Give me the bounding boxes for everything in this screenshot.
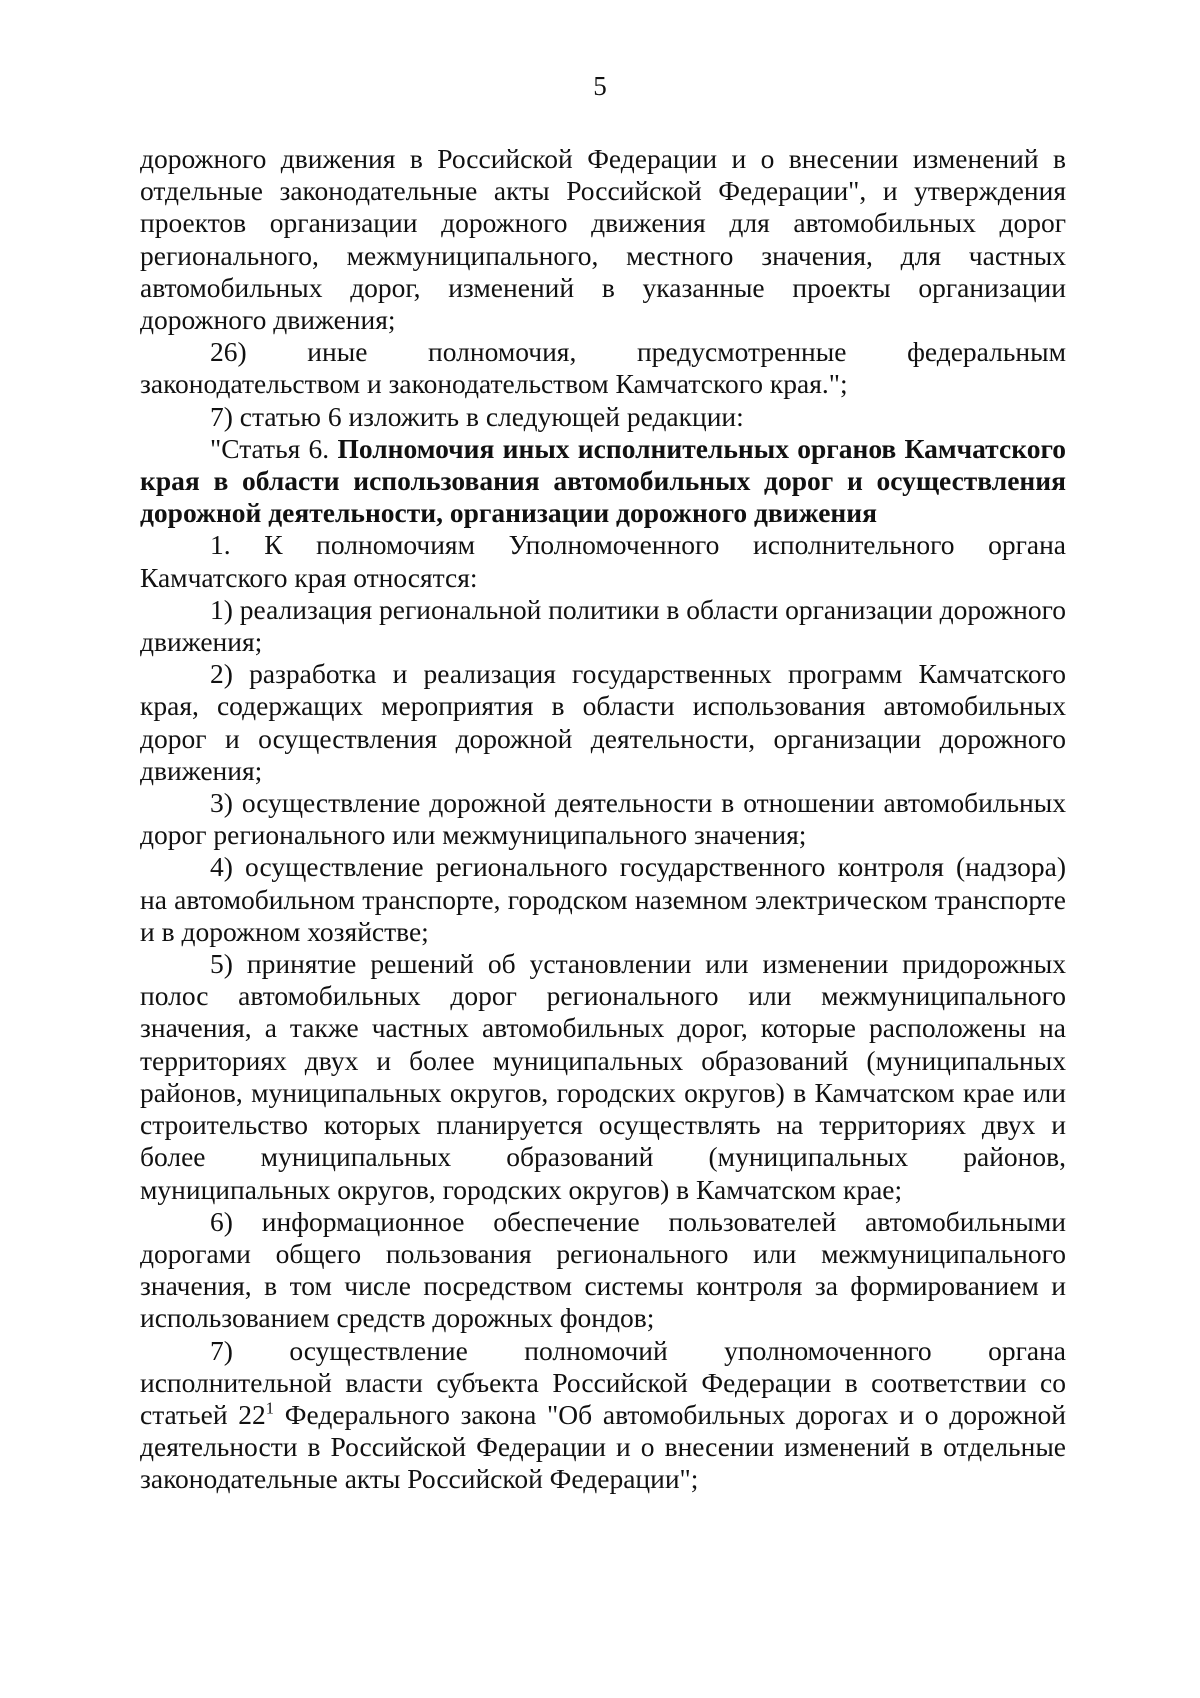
article-superscript: 1 [265, 1398, 275, 1418]
paragraph-item-7-amendment: 7) статью 6 изложить в следующей редакции: [210, 400, 744, 432]
paragraph-subitem-3: 3) осуществление дорожной деятельности в отношении автомобильных дорог регионального или межмуниципального значения; [140, 787, 1066, 851]
paragraph-clause-1: 1. К полномочиям Уполномоченного исполнительного органа Камчатского края относятся: [140, 529, 1066, 593]
subitem-7-text-b: Федерального закона "Об автомобильных дорогах и о дорожной деятельности в Российской Федерации и о внесении изменений в отдельные законодательные акты Российской Федерации"; [140, 1398, 1066, 1495]
document-body [140, 143, 1066, 1496]
page-number: 5 [593, 71, 607, 101]
article-prefix: "Статья 6. [210, 432, 338, 464]
paragraph-subitem-6: 6) информационное обеспечение пользователей автомобильными дорогами общего пользования регионального или межмуниципального значения, в том числе посредством системы контроля за формированием и использованием средств дорожных фондов; [140, 1205, 1066, 1334]
subitem-7-text-a: 7) осуществление полномочий уполномоченного органа исполнительной власти субъекта Российской Федерации в соответствии со статьей 22 [140, 1334, 1066, 1430]
paragraph-continuation: дорожного движения в Российской Федерации и о внесении изменений в отдельные законодательные акты Российской Федерации", и утверждения проектов организации дорожного движения для автомобильных дорог регионального, межмуниципального, местного значения, для частных автомобильных дорог, изменений в указанные проекты организации дорожного движения; [140, 143, 1066, 336]
article-heading [140, 433, 1066, 530]
paragraph-subitem-5: 5) принятие решений об установлении или изменении придорожных полос автомобильных дорог регионального или межмуниципального значения, а также частных автомобильных дорог, которые расположены на территориях двух и более муниципальных образований (муниципальных районов, муниципальных округов, городских округов) в Камчатском крае или строительство которых планируется осуществлять на территориях двух и более муниципальных образований (муниципальных районов, муниципальных округов, городских округов) в Камчатском крае; [140, 948, 1066, 1205]
paragraph-subitem-7 [140, 1335, 1066, 1496]
article-title: Полномочия иных исполнительных органов Камчатского края в области использования автомобильных дорог и осуществления дорожной деятельности, организации дорожного движения [140, 432, 1066, 529]
paragraph-subitem-2: 2) разработка и реализация государственных программ Камчатского края, содержащих мероприятия в области использования автомобильных дорог и осуществления дорожной деятельности, организации дорожного движения; [140, 658, 1066, 786]
paragraph-subitem-4: 4) осуществление регионального государственного контроля (надзора) на автомобильном транспорте, городском наземном электрическом транспорте и в дорожном хозяйстве; [140, 851, 1066, 947]
paragraph-subitem-1: 1) реализация региональной политики в области организации дорожного движения; [140, 593, 1066, 658]
paragraph-item-26: 26) иные полномочия, предусмотренные федеральным законодательством и законодательством Камчатского края."; [140, 336, 1066, 400]
